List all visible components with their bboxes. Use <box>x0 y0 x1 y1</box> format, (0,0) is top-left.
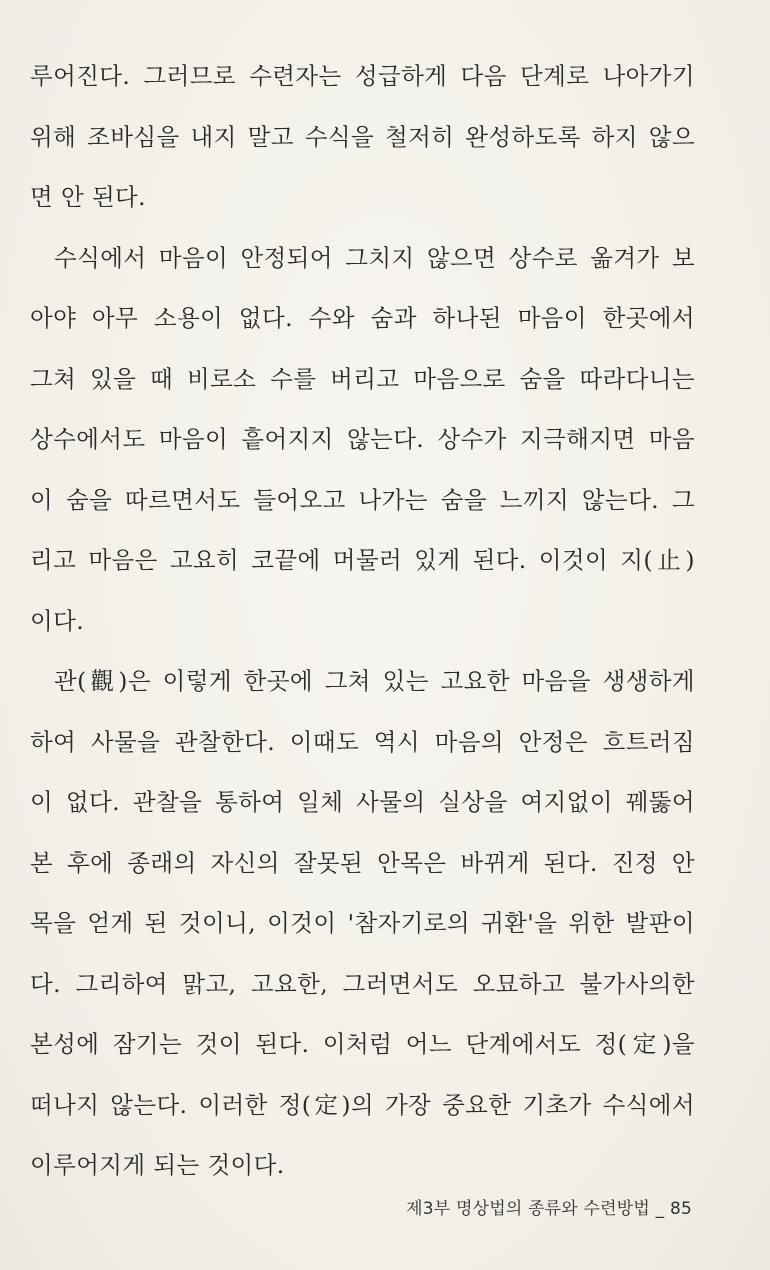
text-line: 본성에 잠기는 것이 된다. 이처럼 어느 단계에서도 정(定)을 <box>30 1030 695 1058</box>
paragraph-3 <box>30 659 695 1204</box>
text-line: 리고 마음은 고요히 코끝에 머물러 있게 된다. 이것이 지(止) <box>30 546 695 574</box>
footer-separator: _ <box>655 1199 665 1219</box>
paragraph-2 <box>30 236 695 660</box>
text-line: 이루어지게 되는 것이다. <box>30 1151 285 1179</box>
text-line: 하여 사물을 관찰한다. 이때도 역시 마음의 안정은 흐트러짐 <box>30 727 695 756</box>
text-line: 루어진다. 그러므로 수련자는 성급하게 다음 단계로 나아가기 <box>30 62 695 90</box>
text-line: 면 안 된다. <box>30 183 147 211</box>
text-line: 목을 얻게 된 것이니, 이것이 '참자기로의 귀환'을 위한 발판이 <box>30 909 695 937</box>
running-title: 제3부 명상법의 종류와 수련방법 <box>406 1199 651 1219</box>
text-line: 이 숨을 따르면서도 들어오고 나가는 숨을 느끼지 않는다. 그 <box>30 485 695 514</box>
text-line: 이 없다. 관찰을 통하여 일체 사물의 실상을 여지없이 꿰뚫어 <box>30 788 695 816</box>
text-line: 위해 조바심을 내지 말고 수식을 철저히 완성하도록 하지 않으 <box>30 122 695 151</box>
paragraph-1 <box>30 54 695 236</box>
page-footer <box>406 1194 692 1219</box>
body-text <box>30 54 695 1204</box>
text-line: 상수에서도 마음이 흩어지지 않는다. 상수가 지극해지면 마음 <box>30 425 695 453</box>
text-line: 떠나지 않는다. 이러한 정(定)의 가장 중요한 기초가 수식에서 <box>30 1090 695 1119</box>
text-line: 이다. <box>30 606 85 635</box>
page-number: 85 <box>669 1199 692 1219</box>
text-line: 다. 그리하여 맑고, 고요한, 그러면서도 오묘하고 불가사의한 <box>30 969 695 998</box>
text-line: 수식에서 마음이 안정되어 그치지 않으면 상수로 옮겨가 보 <box>54 243 695 272</box>
text-line: 관(觀)은 이렇게 한곳에 그쳐 있는 고요한 마음을 생생하게 <box>54 667 695 695</box>
text-line: 그쳐 있을 때 비로소 수를 버리고 마음으로 숨을 따라다니는 <box>30 364 695 393</box>
text-line: 본 후에 종래의 자신의 잘못된 안목은 바뀌게 된다. 진정 안 <box>30 848 695 877</box>
text-line: 아야 아무 소용이 없다. 수와 숨과 하나된 마음이 한곳에서 <box>30 304 695 332</box>
